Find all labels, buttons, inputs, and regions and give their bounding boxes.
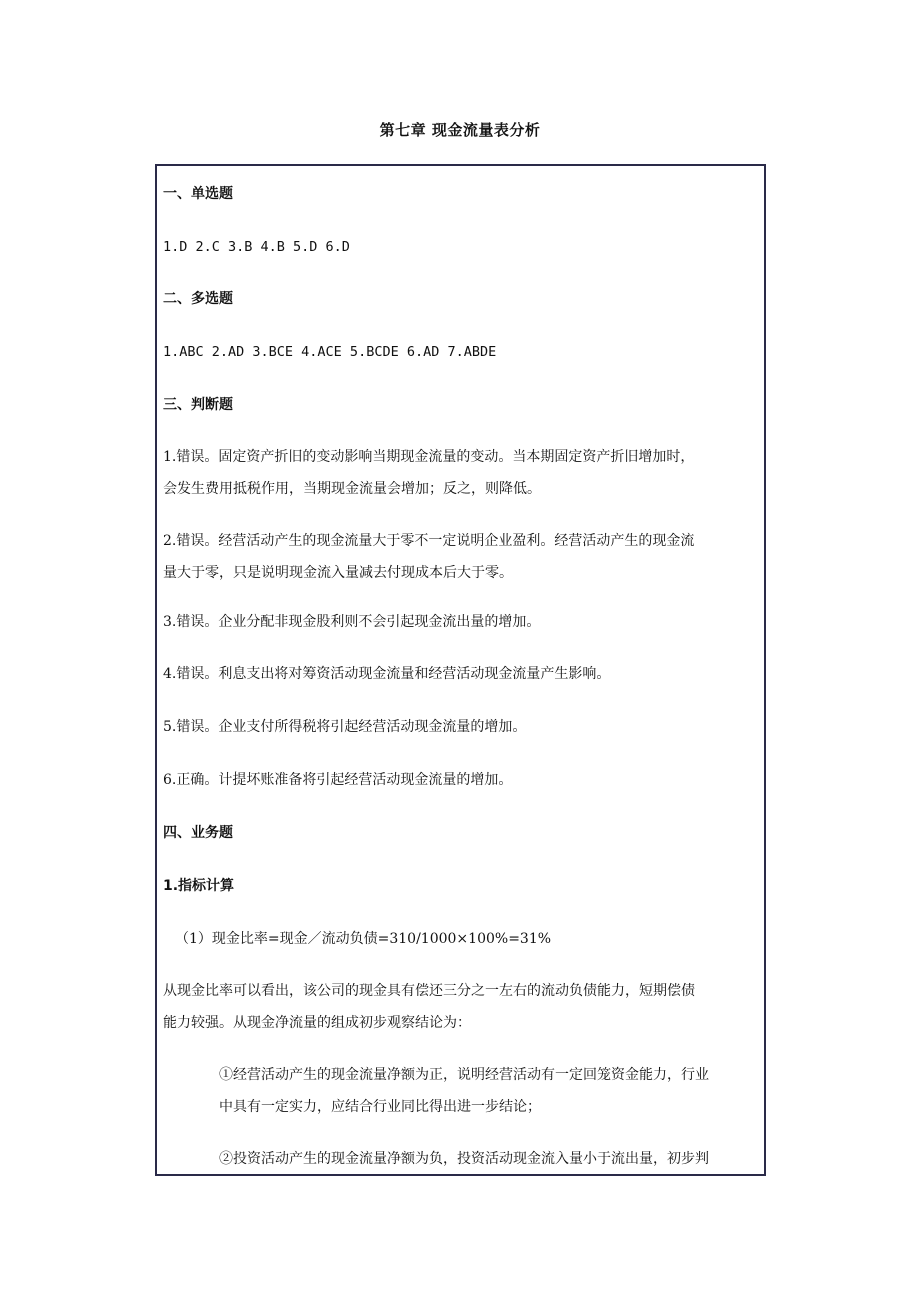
true-false-item-4: 4.错误。利息支出将对筹资活动现金流量和经营活动现金流量产生影响。 <box>163 666 611 682</box>
point-1-line-1: ①经营活动产生的现金流量净额为正，说明经营活动有一定回笼资金能力，行业 <box>219 1067 709 1083</box>
true-false-item-1-line-1: 1.错误。固定资产折旧的变动影响当期现金流量的变动。当本期固定资产折旧增加时， <box>163 449 695 465</box>
single-choice-answers: 1.D 2.C 3.B 4.B 5.D 6.D <box>163 239 350 255</box>
section-heading-true-false: 三、判断题 <box>163 397 233 413</box>
true-false-item-1-line-2: 会发生费用抵税作用，当期现金流量会增加；反之，则降低。 <box>163 481 541 497</box>
multiple-choice-answers: 1.ABC 2.AD 3.BCE 4.ACE 5.BCDE 6.AD 7.ABDE <box>163 344 497 360</box>
point-1-line-2: 中具有一定实力，应结合行业同比得出进一步结论； <box>219 1099 541 1115</box>
page-title: 第七章 现金流量表分析 <box>379 121 541 139</box>
section-heading-business: 四、业务题 <box>163 825 233 841</box>
sub-heading-indicator-calculation: 1.指标计算 <box>163 878 235 894</box>
true-false-item-5: 5.错误。企业支付所得税将引起经营活动现金流量的增加。 <box>163 719 527 735</box>
true-false-item-3: 3.错误。企业分配非现金股利则不会引起现金流出量的增加。 <box>163 614 541 630</box>
analysis-paragraph-line-1: 从现金比率可以看出，该公司的现金具有偿还三分之一左右的流动负债能力，短期偿债 <box>163 983 695 999</box>
true-false-item-2-line-1: 2.错误。经营活动产生的现金流量大于零不一定说明企业盈利。经营活动产生的现金流 <box>163 533 695 549</box>
answer-box <box>155 164 766 1176</box>
analysis-paragraph-line-2: 能力较强。从现金净流量的组成初步观察结论为： <box>163 1015 471 1031</box>
point-2-line-1: ②投资活动产生的现金流量净额为负，投资活动现金流入量小于流出量，初步判 <box>219 1151 709 1167</box>
section-heading-single-choice: 一、单选题 <box>163 186 233 202</box>
true-false-item-6: 6.正确。计提坏账准备将引起经营活动现金流量的增加。 <box>163 772 513 788</box>
cash-ratio-formula: （1）现金比率=现金／流动负债=310/1000×100%=31% <box>175 931 552 947</box>
true-false-item-2-line-2: 量大于零，只是说明现金流入量减去付现成本后大于零。 <box>163 565 513 581</box>
section-heading-multiple-choice: 二、多选题 <box>163 291 233 307</box>
